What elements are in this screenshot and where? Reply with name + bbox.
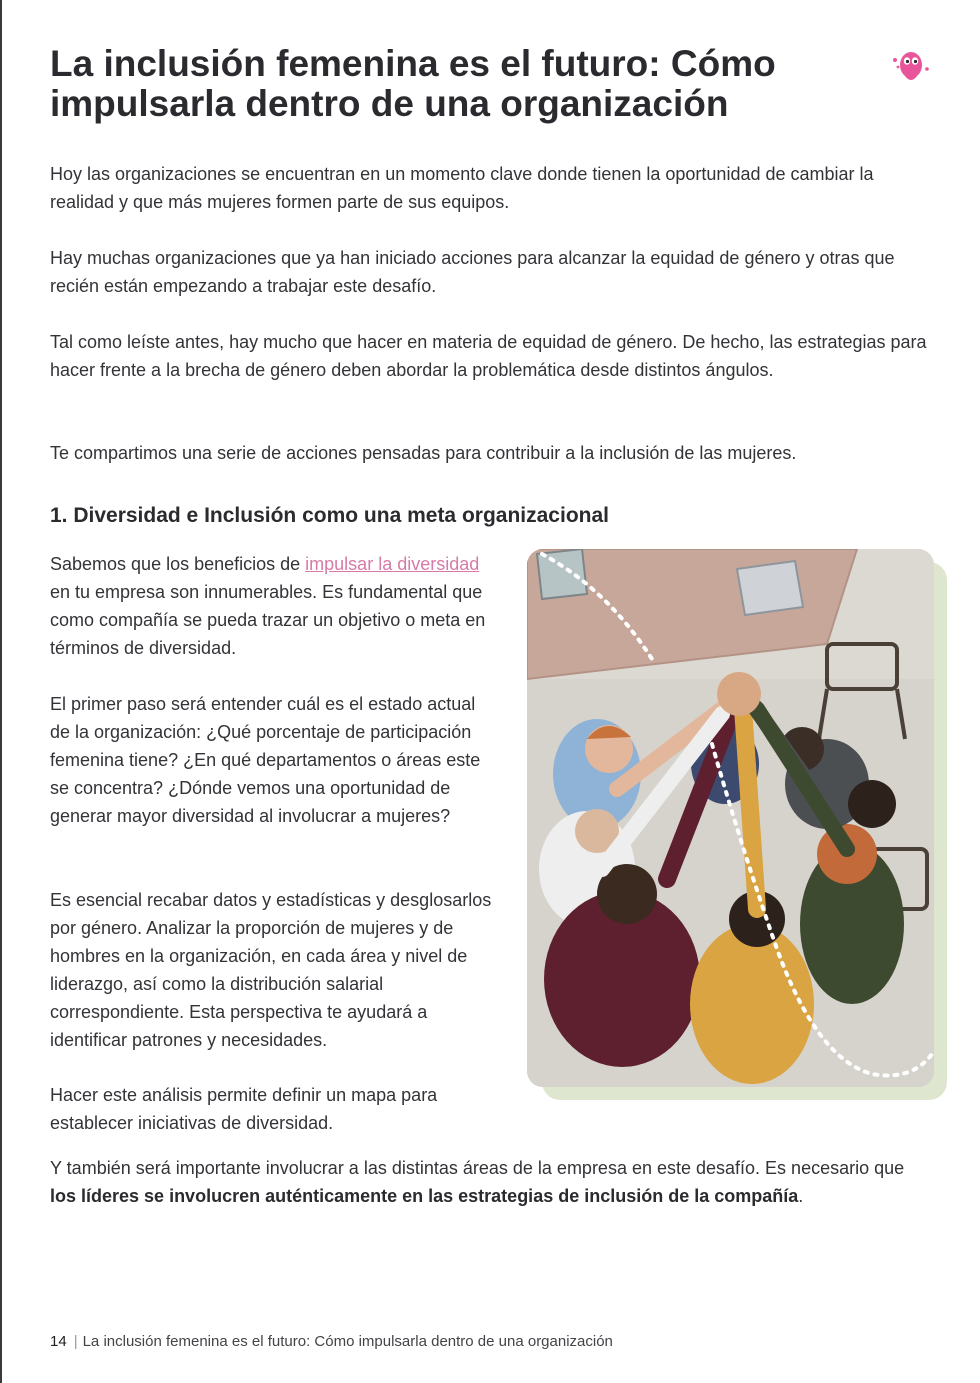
paragraph-text: .: [798, 1186, 804, 1206]
page-title: La inclusión femenina es el futuro: Cómo impulsarla dentro de una organización: [50, 43, 776, 124]
emphasis-text: los líderes se involucren auténticamente en las estrategias de inclusión de la compañía: [50, 1186, 799, 1206]
section-paragraph-2: El primer paso será entender cuál es el estado actual de la organización: ¿Qué porcentaje de participación femenina tiene? ¿En qué departamentos o áreas este se concentra? ¿Dónde vemos una oportunidad de generar mayor diversidad al involucrar a mujeres?: [50, 694, 481, 826]
footer-title: La inclusión femenina es el futuro: Cómo impulsarla dentro de una organización: [82, 1333, 613, 1350]
brand-mascot-icon: [890, 46, 932, 86]
page-number: 14: [50, 1333, 67, 1350]
page-edge: [0, 0, 2, 1383]
section-paragraph-3: Es esencial recabar datos y estadísticas y desglosarlos por género. Analizar la proporción de mujeres y de hombres en la organización, en cada área y nivel de liderazgo, así como la distribución salarial correspondiente. Esta perspectiva te ayudará a identificar patrones y necesidades.: [50, 890, 492, 1050]
paragraph-text: Sabemos que los beneficios de: [50, 554, 306, 574]
section-paragraph-5: [50, 1154, 935, 1210]
diversity-link[interactable]: impulsar la diversidad: [305, 554, 480, 574]
footer-separator: |: [73, 1333, 78, 1350]
team-high-five-photo: [527, 549, 934, 1087]
intro-paragraph-1: Hoy las organizaciones se encuentran en un momento clave donde tienen la oportunidad de cambiar la realidad y que más mujeres formen parte de sus equipos.: [50, 164, 874, 212]
section-heading: 1. Diversidad e Inclusión como una meta organizacional: [50, 504, 609, 527]
section-paragraph-1: [50, 550, 500, 662]
section-paragraph-4: Hacer este análisis permite definir un mapa para establecer iniciativas de diversidad.: [50, 1085, 438, 1133]
page-footer: [50, 1332, 613, 1352]
paragraph-text: Y también será importante involucrar a las distintas áreas de la empresa en este desafío. Es necesario que: [50, 1158, 905, 1178]
intro-paragraph-4: Te compartimos una serie de acciones pensadas para contribuir a la inclusión de las mujeres.: [50, 443, 797, 463]
intro-paragraph-2: Hay muchas organizaciones que ya han iniciado acciones para alcanzar la equidad de género y otras que recién están empezando a trabajar este desafío.: [50, 248, 895, 296]
paragraph-text: en tu empresa son innumerables. Es fundamental que como compañía se pueda trazar un objetivo o meta en términos de diversidad.: [50, 582, 486, 658]
intro-paragraph-3: Tal como leíste antes, hay mucho que hacer en materia de equidad de género. De hecho, las estrategias para hacer frente a la brecha de género deben abordar la problemática desde distintos ángulos.: [50, 332, 927, 380]
